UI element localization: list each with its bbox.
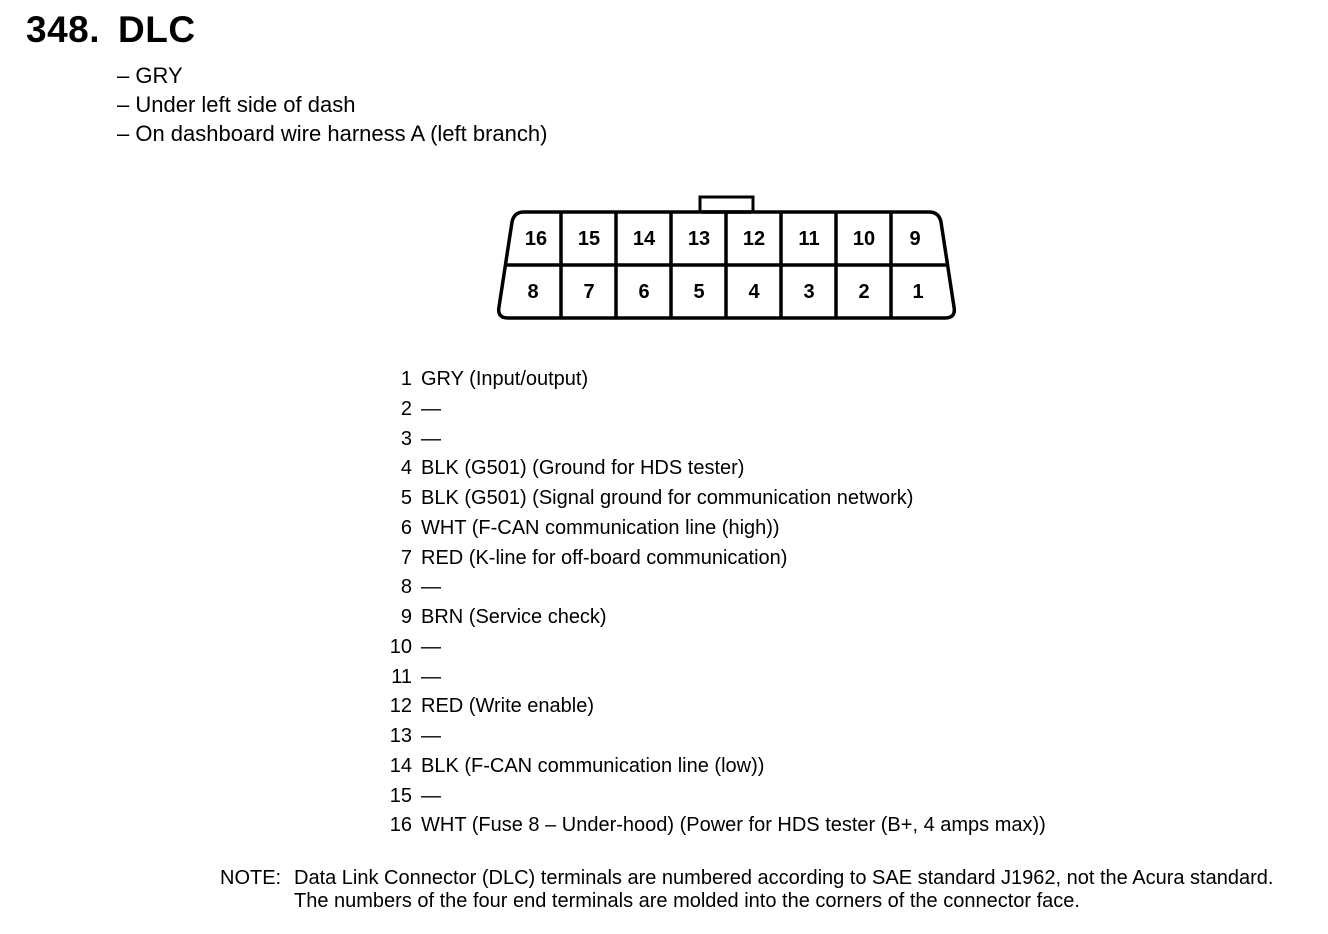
pin-description: WHT (Fuse 8 – Under-hood) (Power for HDS tester (B+, 4 amps max)) <box>421 814 1046 837</box>
pin-description: BLK (F-CAN communication line (low)) <box>421 754 765 777</box>
pin-row <box>370 395 1046 425</box>
pin-number: 10 <box>389 635 412 658</box>
pin-number: 5 <box>400 487 412 509</box>
terminal-12: 12 <box>742 228 766 250</box>
pin-description: RED (K-line for off-board communication) <box>421 546 788 569</box>
pin-description: — <box>421 576 441 599</box>
terminal-2: 2 <box>858 281 870 303</box>
terminal-11: 11 <box>798 228 820 250</box>
pin-number: 8 <box>400 576 412 599</box>
pin-description: — <box>421 784 441 807</box>
connector-name: DLC <box>118 9 196 50</box>
pin-number: 9 <box>400 606 412 628</box>
pin-description: BLK (G501) (Signal ground for communication network) <box>421 487 914 509</box>
pin-row <box>370 365 1046 395</box>
terminal-15: 15 <box>577 228 601 250</box>
note-label: NOTE: <box>220 867 282 889</box>
terminal-14: 14 <box>632 228 656 250</box>
pin-row <box>370 425 1046 455</box>
pin-description: — <box>421 427 441 450</box>
pin-number: 3 <box>400 427 412 450</box>
pin-number: 4 <box>400 457 412 480</box>
pin-row <box>370 752 1046 782</box>
pin-row <box>370 663 1046 693</box>
pin-number: 6 <box>400 516 412 539</box>
pin-row <box>370 514 1046 544</box>
terminal-6: 6 <box>638 281 650 303</box>
dlc-connector-diagram <box>0 0 1328 340</box>
pin-description: RED (Write enable) <box>421 695 595 718</box>
note-text: Data Link Connector (DLC) terminals are numbered according to SAE standard J1962, not the Acura standard. The numbers of the four end terminals are molded into the corners of the connector face. <box>294 867 1274 912</box>
pin-description: BLK (G501) (Ground for HDS tester) <box>421 457 745 480</box>
info-location: – Under left side of dash <box>117 92 356 117</box>
pin-description: — <box>421 665 441 688</box>
pin-row <box>370 544 1046 574</box>
terminal-7: 7 <box>583 281 595 303</box>
pin-row <box>370 811 1046 841</box>
pin-number: 2 <box>400 397 412 420</box>
pin-number: 7 <box>400 546 412 569</box>
terminal-8: 8 <box>527 281 539 303</box>
pin-description: — <box>421 725 441 747</box>
pin-number: 16 <box>389 814 412 837</box>
terminal-4: 4 <box>748 281 760 303</box>
pin-description: BRN (Service check) <box>421 606 607 628</box>
note-block <box>220 867 1310 913</box>
pin-row <box>370 633 1046 663</box>
pin-assignment-list <box>370 365 1046 841</box>
terminal-13: 13 <box>687 228 711 250</box>
pin-row <box>370 722 1046 752</box>
terminal-9: 9 <box>909 228 921 250</box>
pin-description: WHT (F-CAN communication line (high)) <box>421 516 780 539</box>
pin-row <box>370 573 1046 603</box>
terminal-1: 1 <box>912 281 924 303</box>
pin-description: GRY (Input/output) <box>421 368 589 390</box>
pin-number: 15 <box>389 784 412 807</box>
pin-description: — <box>421 397 441 420</box>
info-color: – GRY <box>117 63 183 88</box>
pin-number: 1 <box>400 368 412 390</box>
pin-row <box>370 782 1046 812</box>
connector-number: 348. <box>26 9 101 50</box>
pin-number: 13 <box>389 725 412 747</box>
pin-description: — <box>421 635 441 658</box>
pin-number: 11 <box>391 665 412 688</box>
info-harness: – On dashboard wire harness A (left branch) <box>117 121 548 146</box>
terminal-10: 10 <box>852 228 876 250</box>
pin-number: 14 <box>389 754 412 777</box>
pin-row <box>370 484 1046 514</box>
terminal-16: 16 <box>524 228 548 250</box>
terminal-3: 3 <box>803 281 815 303</box>
pin-row <box>370 603 1046 633</box>
pin-row <box>370 454 1046 484</box>
pin-number: 12 <box>389 695 412 718</box>
terminal-5: 5 <box>693 281 705 303</box>
pin-row <box>370 692 1046 722</box>
